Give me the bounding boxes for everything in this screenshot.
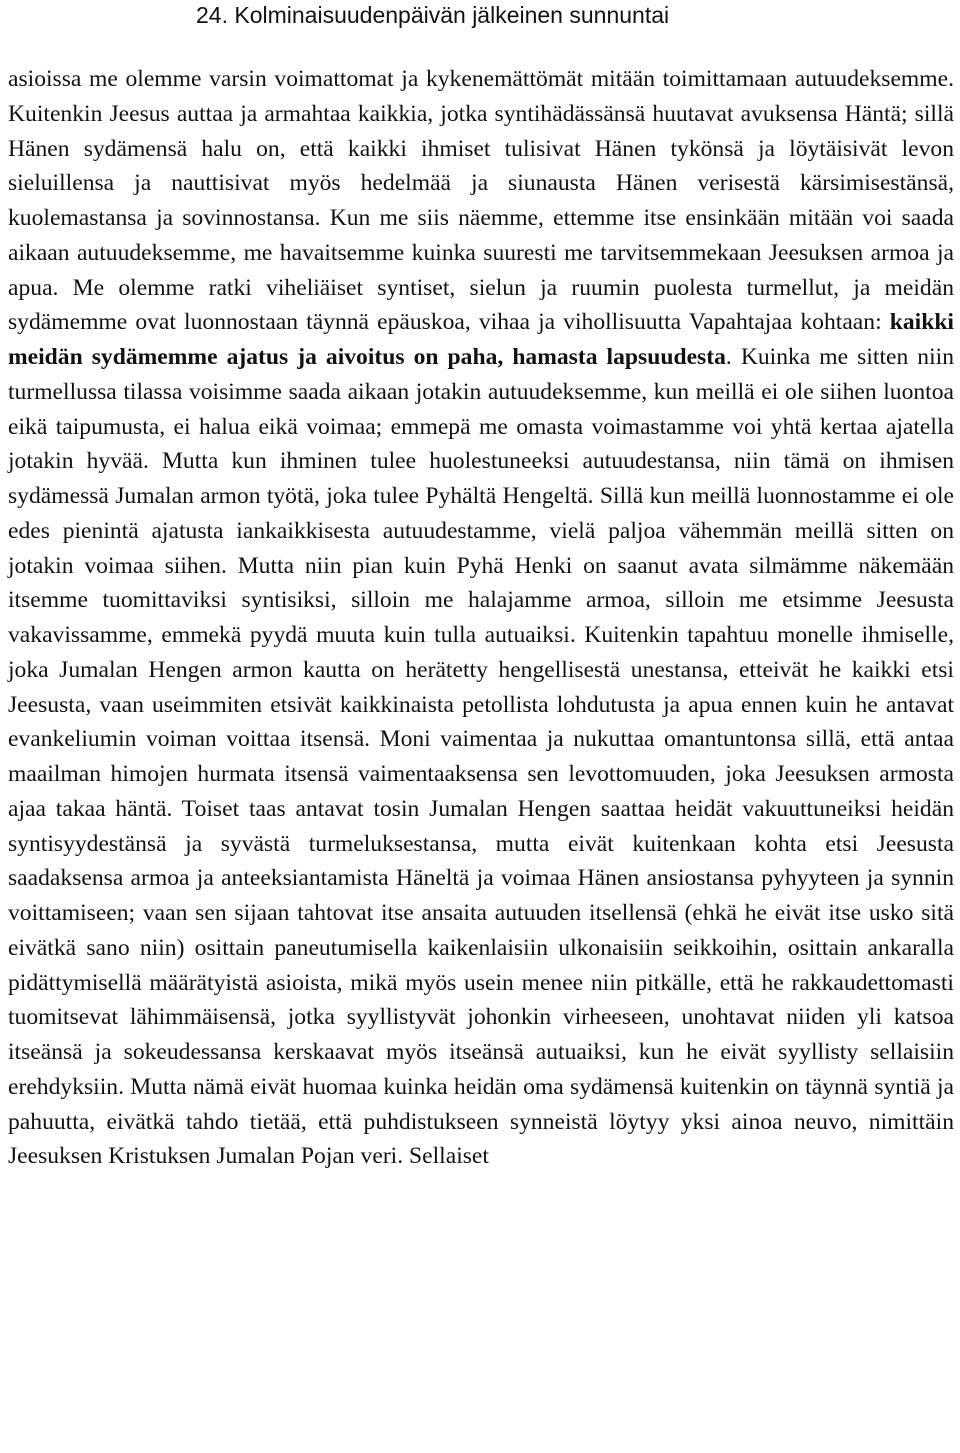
- text-before-emphasis: asioissa me olemme varsin voimattomat ja kykenemättömät mitään toimittamaan autuudeksemme. Kuitenkin Jeesus auttaa ja armahtaa kaikkia, jotka syntihädässänsä huutavat avuksensa Häntä; sillä Hänen sydämensä halu on, että kaikki ihmiset tulisivat Hänen tykönsä ja löytäisivät levon sieluillensa ja nauttisivat myös hedelmää ja siunausta Hänen verisestä kärsimisestänsä, kuolemastansa ja sovinnostansa. Kun me siis näemme, ettemme itse ensinkään mitään voi saada aikaan autuudeksemme, me havaitsemme kuinka suuresti me tarvitsemmekaan Jeesuksen armoa ja apua. Me olemme ratki viheliäiset syntiset, sielun ja ruumin puolesta turmellut, ja meidän sydämemme ovat luonnostaan täynnä epäuskoa, vihaa ja vihollisuutta Vapahtajaa kohtaan:: [8, 66, 954, 336]
- running-header: 24. Kolminaisuudenpäivän jälkeinen sunnuntai: [196, 2, 670, 28]
- text-after-emphasis: . Kuinka me sitten niin turmellussa tilassa voisimme saada aikaan jotakin autuudeksemme, kun meillä ei ole siihen luontoa eikä taipumusta, ei halua eikä voimaa; emmepä me omasta voimastamme voi yhtä kertaa ajatella jotakin hyvää. Mutta kun ihminen tulee huolestuneeksi autuudestansa, niin tämä on ihmisen sydämessä Jumalan armon työtä, joka tulee Pyhältä Hengeltä. Sillä kun meillä luonnostamme ei ole edes pienintä ajatusta iankaikkisesta autuudestamme, vielä paljoa vähemmän meillä sitten on jotakin voimaa siihen. Mutta niin pian kuin Pyhä Henki on saanut avata silmämme näkemään itsemme tuomittaviksi syntisiksi, silloin me halajamme armoa, silloin me etsimme Jeesusta vakavissamme, emmekä pyydä muuta kuin tulla autuaiksi. Kuitenkin tapahtuu monelle ihmiselle, joka Jumalan Hengen armon kautta on herätetty hengellisestä unestansa, etteivät he kaikki etsi Jeesusta, vaan useimmiten etsivät kaikkinaista petollista lohdutusta ja apua ennen kuin he antavat evankeliumin voiman voittaa itsensä. Moni vaimentaa ja nukuttaa omantuntonsa sillä, että antaa maailman himojen hurmata itsensä vaimentaaksensa sen levottomuuden, joka Jeesuksen armosta ajaa takaa häntä. Toiset taas antavat tosin Jumalan Hengen saattaa heidät vakuuttuneiksi heidän syntisyydestänsä ja syvästä turmeluksestansa, mutta eivät kuitenkaan kohta etsi Jeesusta saadaksensa armoa ja anteeksiantamista Häneltä ja voimaa Hänen ansiostansa pyhyyteen ja synnin voittamiseen; vaan sen sijaan tahtovat itse ansaita autuuden itsellensä (ehkä he eivät itse usko sitä eivätkä sano niin) osittain paneutumisella kaikenlaisiin ulkonaisiin seikkoihin, osittain ankaralla pidättymisellä määrätyistä asioista, mikä myös usein menee niin pitkälle, että he rakkaudettomasti tuomitsevat lähimmäisensä, jotka syyllistyvät johonkin virheeseen, unohtavat niiden yli katsoa itseänsä ja sokeudessansa kerskaavat myös itseänsä autuaiksi, kun he eivät syyllisty sellaisiin erehdyksiin. Mutta nämä eivät huomaa kuinka heidän oma sydämensä kuitenkin on täynnä syntiä ja pahuutta, eivätkä tahdo tietää, että puhdistukseen synneistä löytyy yksi ainoa neuvo, nimittäin Jeesuksen Kristuksen Jumalan Pojan veri. Sellaiset: [8, 344, 955, 1170]
- paragraph: [8, 62, 954, 1174]
- bold-emphasis: kaikki meidän sydämemme ajatus ja aivoitus on paha, hamasta lapsuudesta: [8, 309, 954, 370]
- body-text: [8, 62, 954, 1174]
